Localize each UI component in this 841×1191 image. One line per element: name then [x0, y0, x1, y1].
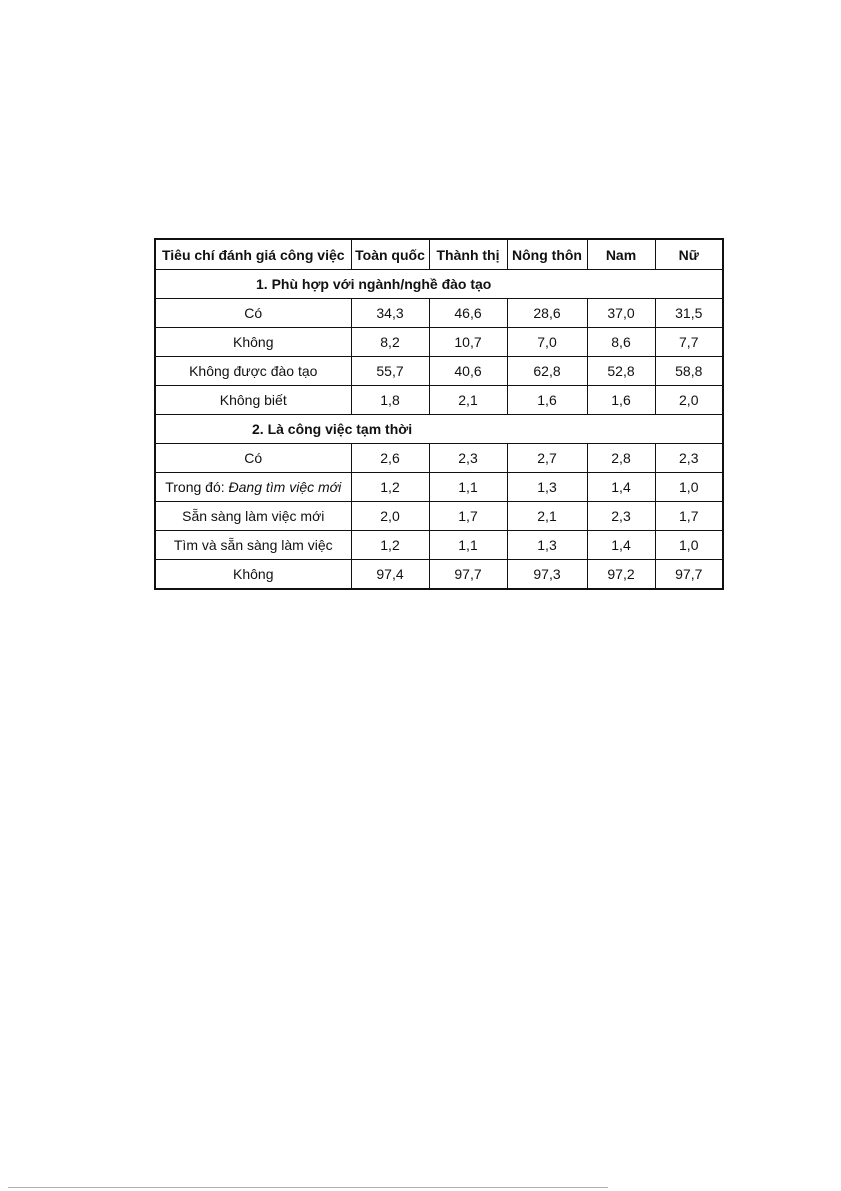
- table-row: [155, 386, 723, 415]
- table-cell: 1,2: [351, 473, 429, 502]
- header-nationwide: Toàn quốc: [351, 239, 429, 270]
- table-cell: 2,1: [507, 502, 587, 531]
- table-cell: 97,4: [351, 560, 429, 590]
- table-cell: 1,2: [351, 531, 429, 560]
- table-cell: 97,2: [587, 560, 655, 590]
- page-bottom-rule: [8, 1187, 608, 1188]
- table-cell: 2,0: [655, 386, 723, 415]
- row-label-prefix: Trong đó:: [165, 479, 229, 495]
- section-row: [155, 415, 723, 444]
- header-urban: Thành thị: [429, 239, 507, 270]
- table-cell: 2,3: [429, 444, 507, 473]
- row-label: Tìm và sẵn sàng làm việc: [155, 531, 351, 560]
- table-cell: 8,2: [351, 328, 429, 357]
- table-cell: 2,7: [507, 444, 587, 473]
- table-cell: 1,4: [587, 473, 655, 502]
- table-cell: 46,6: [429, 299, 507, 328]
- row-label: Không biết: [155, 386, 351, 415]
- header-criteria: Tiêu chí đánh giá công việc: [155, 239, 351, 270]
- table-row: [155, 357, 723, 386]
- table-cell: 8,6: [587, 328, 655, 357]
- section-title: 1. Phù hợp với ngành/nghề đào tạo: [155, 270, 723, 299]
- table-cell: 2,3: [655, 444, 723, 473]
- header-female: Nữ: [655, 239, 723, 270]
- section-title: 2. Là công việc tạm thời: [155, 415, 723, 444]
- table-row: [155, 560, 723, 590]
- table-row: [155, 473, 723, 502]
- table-cell: 58,8: [655, 357, 723, 386]
- row-label: Có: [155, 299, 351, 328]
- table-cell: 97,3: [507, 560, 587, 590]
- row-label: Không: [155, 328, 351, 357]
- table-cell: 52,8: [587, 357, 655, 386]
- table-cell: 1,3: [507, 473, 587, 502]
- table-cell: 34,3: [351, 299, 429, 328]
- header-male: Nam: [587, 239, 655, 270]
- table-row: [155, 299, 723, 328]
- table-cell: 97,7: [655, 560, 723, 590]
- header-row: [155, 239, 723, 270]
- table-cell: 7,7: [655, 328, 723, 357]
- table-cell: 2,1: [429, 386, 507, 415]
- table-row: [155, 502, 723, 531]
- table-cell: 10,7: [429, 328, 507, 357]
- header-rural: Nông thôn: [507, 239, 587, 270]
- table-cell: 97,7: [429, 560, 507, 590]
- table-cell: 1,1: [429, 531, 507, 560]
- employment-criteria-table: [154, 238, 724, 590]
- table-cell: 31,5: [655, 299, 723, 328]
- table-cell: 2,6: [351, 444, 429, 473]
- table-row: [155, 444, 723, 473]
- table-cell: 2,3: [587, 502, 655, 531]
- row-label: Sẵn sàng làm việc mới: [155, 502, 351, 531]
- row-label: [155, 473, 351, 502]
- table-cell: 55,7: [351, 357, 429, 386]
- table-cell: 1,3: [507, 531, 587, 560]
- table-body: [155, 270, 723, 590]
- table-cell: 7,0: [507, 328, 587, 357]
- table-cell: 1,8: [351, 386, 429, 415]
- table-cell: 62,8: [507, 357, 587, 386]
- table-cell: 1,7: [429, 502, 507, 531]
- table-cell: 40,6: [429, 357, 507, 386]
- row-label-italic: Đang tìm việc mới: [228, 479, 342, 495]
- table-cell: 1,0: [655, 473, 723, 502]
- row-label: Không được đào tạo: [155, 357, 351, 386]
- row-label: Có: [155, 444, 351, 473]
- table-cell: 1,6: [587, 386, 655, 415]
- table-cell: 2,8: [587, 444, 655, 473]
- table-cell: 1,7: [655, 502, 723, 531]
- table-cell: 28,6: [507, 299, 587, 328]
- table-cell: 37,0: [587, 299, 655, 328]
- table-row: [155, 531, 723, 560]
- table-cell: 2,0: [351, 502, 429, 531]
- table-cell: 1,0: [655, 531, 723, 560]
- section-row: [155, 270, 723, 299]
- table-cell: 1,1: [429, 473, 507, 502]
- table-row: [155, 328, 723, 357]
- table-header: [155, 239, 723, 270]
- table-cell: 1,4: [587, 531, 655, 560]
- row-label: Không: [155, 560, 351, 590]
- table-cell: 1,6: [507, 386, 587, 415]
